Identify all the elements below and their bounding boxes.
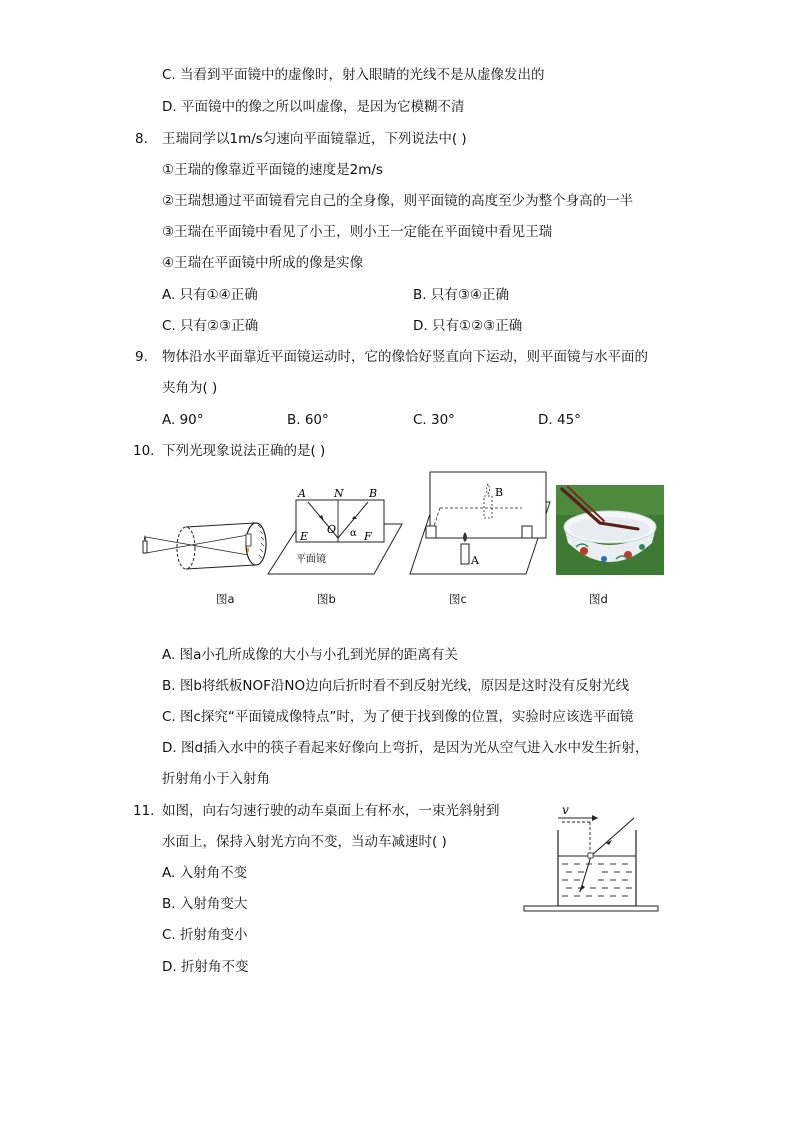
q10-number: 10. — [133, 443, 155, 459]
q11-option-d: D. 折射角不变 — [162, 959, 249, 975]
q8-option-d: D. 只有①②③正确 — [413, 318, 523, 334]
caption-figure-c: 图c — [449, 592, 467, 606]
q9-option-c: C. 30° — [413, 412, 455, 428]
fig-q11-label-v: v — [562, 803, 569, 817]
fig-b-label-e: E — [300, 530, 309, 543]
q11-option-c: C. 折射角变小 — [162, 927, 248, 943]
q10-stem: 下列光现象说法正确的是( ) — [162, 443, 326, 459]
q8-statement-4: ④王瑞在平面镜中所成的像是实像 — [162, 255, 364, 271]
fig-b-label-n: N — [334, 487, 344, 500]
figure-c-plane-mirror-setup — [406, 468, 554, 578]
figure-q11-water-cup — [522, 800, 662, 916]
q8-statement-2: ②王瑞想通过平面镜看完自己的全身像，则平面镜的高度至少为整个身高的一半 — [162, 193, 634, 209]
fig-b-label-alpha: α — [350, 528, 357, 539]
q11-number: 11. — [133, 803, 155, 819]
q10-option-d-line-2: 折射角小于入射角 — [162, 771, 270, 787]
fig-b-label-o: O — [327, 523, 337, 536]
q9-number: 9. — [135, 349, 148, 365]
fig-b-label-f: F — [364, 530, 372, 543]
q8-option-c: C. 只有②③正确 — [162, 318, 259, 334]
figure-d-chopsticks-bowl-photo — [556, 485, 664, 575]
q11-stem-line-2: 水面上，保持入射光方向不变，当动车减速时( ) — [162, 834, 447, 850]
q9-stem-line-2: 夹角为( ) — [162, 380, 218, 396]
q8-statement-3: ③王瑞在平面镜中看见了小王，则小王一定能在平面镜中看见王瑞 — [162, 224, 553, 240]
q8-stem: 王瑞同学以1m/s匀速向平面镜靠近，下列说法中( ) — [162, 131, 467, 147]
caption-figure-b: 图b — [317, 592, 336, 606]
fig-c-label-b: B — [495, 486, 504, 499]
fig-b-label-a: A — [298, 487, 306, 500]
q9-option-a: A. 90° — [162, 412, 204, 428]
q9-stem-line-1: 物体沿水平面靠近平面镜运动时，它的像恰好竖直向下运动，则平面镜与水平面的 — [162, 349, 648, 365]
q11-stem-line-1: 如图，向右匀速行驶的动车桌面上有杯水，一束光斜射到 — [162, 803, 500, 819]
caption-figure-d: 图d — [589, 592, 608, 606]
q8-statement-1: ①王瑞的像靠近平面镜的速度是2m/s — [162, 162, 383, 178]
q8-number: 8. — [135, 131, 148, 147]
q11-option-b: B. 入射角变大 — [162, 896, 248, 912]
q11-option-a: A. 入射角不变 — [162, 865, 248, 881]
fig-c-label-a: A — [471, 554, 479, 567]
figure-b-reflection-board — [266, 486, 406, 578]
fig-b-label-b: B — [369, 487, 378, 500]
caption-figure-a: 图a — [216, 592, 235, 606]
q9-option-d: D. 45° — [538, 412, 581, 428]
q7-option-d: D. 平面镜中的像之所以叫虚像，是因为它模糊不清 — [162, 99, 465, 115]
q9-option-b: B. 60° — [287, 412, 329, 428]
fig-b-label-mirror: 平面镜 — [296, 554, 326, 565]
q10-option-a: A. 图a小孔所成像的大小与小孔到光屏的距离有关 — [162, 647, 458, 663]
q10-option-b: B. 图b将纸板NOF沿NO边向后折时看不到反射光线，原因是这时没有反射光线 — [162, 678, 630, 694]
q8-option-b: B. 只有③④正确 — [413, 287, 510, 303]
q10-option-c: C. 图c探究“平面镜成像特点”时，为了便于找到像的位置，实验时应该选平面镜 — [162, 709, 634, 725]
q10-option-d-line-1: D. 图d插入水中的筷子看起来好像向上弯折，是因为光从空气进入水中发生折射， — [162, 740, 649, 756]
figure-a-pinhole-camera — [138, 503, 268, 573]
q7-option-c: C. 当看到平面镜中的虚像时，射入眼睛的光线不是从虚像发出的 — [162, 67, 545, 83]
q8-option-a: A. 只有①④正确 — [162, 287, 258, 303]
